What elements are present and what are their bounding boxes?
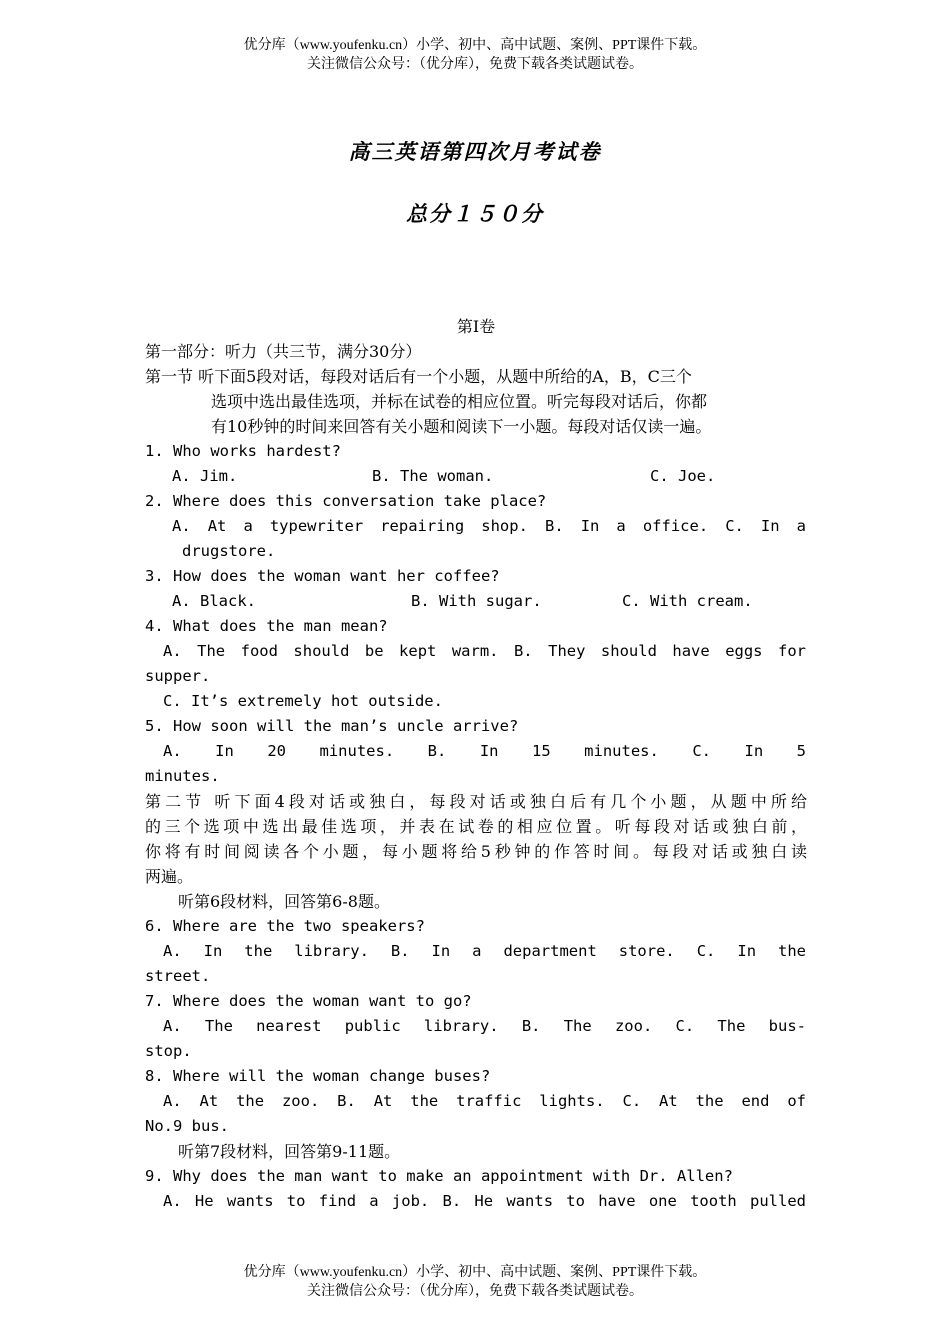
- material-6-heading: 听第6段材料，回答第6-8题。: [178, 892, 390, 911]
- part-1-heading: 第一部分：听力（共三节，满分30分）: [145, 342, 422, 361]
- q8-options-cont: No.9 bus.: [145, 1117, 229, 1135]
- q1-option-b: B. The woman.: [372, 467, 494, 485]
- section-1-instruction-3: 有10秒钟的时间来回答有关小题和阅读下一小题。每段对话仅读一遍。: [211, 417, 712, 436]
- footer-line-2: 关注微信公众号：（优分库），免费下载各类试题试卷。: [307, 1284, 643, 1299]
- header-line-2: 关注微信公众号：（优分库），免费下载各类试题试卷。: [307, 57, 643, 72]
- question-5: 5. How soon will the man’s uncle arrive?: [145, 717, 519, 735]
- q1-option-a: A. Jim.: [172, 467, 238, 485]
- q2-options: A. At a typewriter repairing shop. B. In a office. C. In a: [172, 517, 806, 535]
- question-8: 8. Where will the woman change buses?: [145, 1067, 491, 1085]
- page-title: 高三英语第四次月考试卷: [348, 139, 602, 164]
- question-1: 1. Who works hardest?: [145, 442, 341, 460]
- question-7: 7. Where does the woman want to go?: [145, 992, 472, 1010]
- q4-options: A. The food should be kept warm. B. They should have eggs for: [163, 642, 806, 660]
- q6-options-cont: street.: [145, 967, 211, 985]
- header-line-1: 优分库（www.youfenku.cn）小学、初中、高中试题、案例、PPT课件下载。: [243, 38, 707, 53]
- q5-options-cont: minutes.: [145, 767, 220, 785]
- q4-option-c: C. It’s extremely hot outside.: [163, 692, 443, 710]
- material-7-heading: 听第7段材料，回答第9-11题。: [178, 1142, 401, 1161]
- q5-options: A. In 20 minutes. B. In 15 minutes. C. In 5: [163, 742, 806, 760]
- question-4: 4. What does the man mean?: [145, 617, 388, 635]
- question-9: 9. Why does the man want to make an appointment with Dr. Allen?: [145, 1167, 733, 1185]
- q3-option-b: B. With sugar.: [411, 592, 542, 610]
- q4-options-cont: supper.: [145, 667, 211, 685]
- q9-options: A. He wants to find a job. B. He wants to have one tooth pulled: [163, 1192, 806, 1210]
- q1-option-c: C. Joe.: [650, 467, 716, 485]
- section-2-instruction-3: 你将有时间阅读各个小题，每小题将给5秒钟的作答时间。每段对话或独白读: [145, 842, 807, 861]
- footer-line-1: 优分库（www.youfenku.cn）小学、初中、高中试题、案例、PPT课件下载。: [243, 1265, 707, 1280]
- total-score: 总分１５０分: [406, 201, 544, 226]
- q3-option-a: A. Black.: [172, 592, 256, 610]
- section-2-instruction-2: 的三个选项中选出最佳选项，并表在试卷的相应位置。听每段对话或独白前，: [145, 817, 807, 836]
- q6-options: A. In the library. B. In a department store. C. In the: [163, 942, 806, 960]
- q8-options: A. At the zoo. B. At the traffic lights. C. At the end of: [163, 1092, 806, 1110]
- q7-options-cont: stop.: [145, 1042, 192, 1060]
- volume-label: 第I卷: [456, 317, 496, 336]
- q2-options-cont: drugstore.: [182, 542, 276, 560]
- question-2: 2. Where does this conversation take place?: [145, 492, 547, 510]
- q3-option-c: C. With cream.: [622, 592, 753, 610]
- question-6: 6. Where are the two speakers?: [145, 917, 425, 935]
- question-3: 3. How does the woman want her coffee?: [145, 567, 500, 585]
- section-2-instruction-4: 两遍。: [145, 867, 194, 886]
- section-1-instruction-1: 第一节 听下面5段对话，每段对话后有一个小题，从题中所给的A，B，C三个: [145, 367, 692, 386]
- section-2-instruction-1: 第二节 听下面4段对话或独白，每段对话或独白后有几个小题，从题中所给: [145, 792, 807, 811]
- q7-options: A. The nearest public library. B. The zoo. C. The bus-: [163, 1017, 806, 1035]
- section-1-instruction-2: 选项中选出最佳选项，并标在试卷的相应位置。听完每段对话后，你都: [211, 392, 708, 411]
